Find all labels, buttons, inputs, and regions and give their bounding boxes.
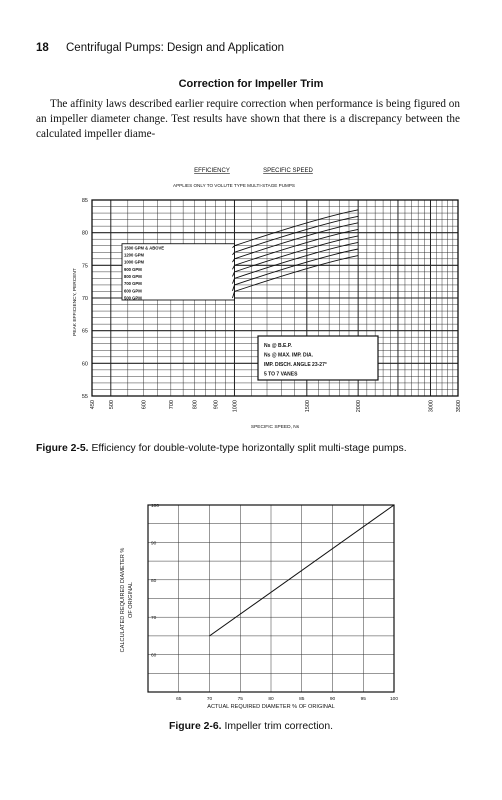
x-tick-label: 700 [168, 400, 175, 410]
series-label: 700 GPM [124, 281, 142, 287]
series-label: 600 GPM [124, 288, 142, 294]
x-tick-label: 450 [90, 400, 96, 410]
x-axis-label: ACTUAL REQUIRED DIAMETER % OF ORIGINAL [207, 704, 335, 710]
chart-title-efficiency: EFFICIENCY [194, 168, 230, 174]
series-label: 500 GPM [124, 295, 142, 301]
y-tick-label: 75 [81, 263, 88, 270]
x-tick-label: 85 [299, 697, 305, 702]
note-line: Ns @ B.E.P. [264, 343, 292, 349]
body-paragraph: The affinity laws described earlier require correction when performance is being figured on an impeller diameter change. Test results have shown that there is a discrepancy between the calculated impeller diame- [36, 98, 460, 140]
x-tick-label: 600 [141, 400, 148, 410]
x-axis-label: SPECIFIC SPEED, Ns [250, 425, 300, 430]
series-label: 800 GPM [124, 274, 142, 280]
x-tick-label: 3000 [428, 400, 435, 413]
y-tick-label: 70 [151, 616, 157, 622]
series-label: 900 GPM [124, 266, 142, 272]
note-line: IMP. DISCH. ANGLE 23-27° [264, 362, 327, 368]
y-tick-label: 80 [81, 230, 88, 237]
x-tick-label: 90 [329, 697, 336, 702]
y-tick-label: 65 [81, 328, 88, 335]
y-tick-label: 70 [81, 296, 88, 302]
section-title: Correction for Impeller Trim [178, 78, 324, 90]
running-title: Centrifugal Pumps: Design and Application [66, 42, 284, 54]
y-tick-label: 55 [81, 394, 88, 400]
x-tick-label: 1000 [232, 400, 239, 413]
y-tick-label: 85 [81, 198, 88, 204]
chart-title-specific-speed: SPECIFIC SPEED [263, 168, 313, 174]
x-tick-label: 70 [206, 697, 213, 702]
x-tick-label: 2000 [356, 400, 363, 413]
chart-subtitle: APPLIES ONLY TO VOLUTE TYPE MULTI-STAGE PUMPS [173, 183, 295, 188]
y-tick-label: 100 [151, 504, 160, 509]
series-label: 1500 GPM & ABOVE [124, 245, 165, 251]
y-tick-label: 90 [151, 541, 157, 547]
x-tick-label: 1500 [304, 400, 311, 413]
x-tick-label: 65 [176, 697, 182, 702]
note-line: Ns @ MAX. IMP. DIA. [264, 352, 313, 359]
x-tick-label: 900 [213, 400, 220, 410]
x-tick-label: 95 [360, 697, 366, 702]
y-axis-label: PEAK EFFICIENCY, PERCENT [73, 268, 78, 336]
series-label: 1200 GPM [124, 252, 145, 258]
figure-2-6-text: Impeller trim correction. [224, 721, 333, 732]
y-tick-label: 60 [81, 361, 88, 368]
x-tick-label: 800 [192, 400, 199, 410]
y-tick-label: 60 [151, 653, 157, 659]
series-label: 1000 GPM [124, 259, 145, 265]
x-tick-label: 500 [108, 400, 115, 410]
page-number: 18 [36, 42, 49, 54]
y-tick-label: 80 [151, 578, 157, 584]
figure-2-5-caption [36, 442, 460, 455]
x-tick-label: 75 [237, 697, 243, 702]
figure-2-6-label: Figure 2-6. [169, 721, 222, 732]
x-tick-label: 100 [389, 697, 399, 702]
figure-2-6-caption [0, 720, 502, 733]
y-axis-label-line1: CALCULATED REQUIRED DIAMETER % [120, 547, 126, 653]
note-line: 5 TO 7 VANES [264, 371, 298, 378]
figure-2-5-text: Efficiency for double-volute-type horizontally split multi-stage pumps. [91, 443, 407, 454]
y-axis-label-line2: OF ORIGINAL [128, 581, 134, 619]
figure-2-5-label: Figure 2-5. [36, 443, 89, 454]
x-tick-label: 80 [268, 697, 274, 702]
x-tick-label: 3500 [456, 400, 462, 413]
